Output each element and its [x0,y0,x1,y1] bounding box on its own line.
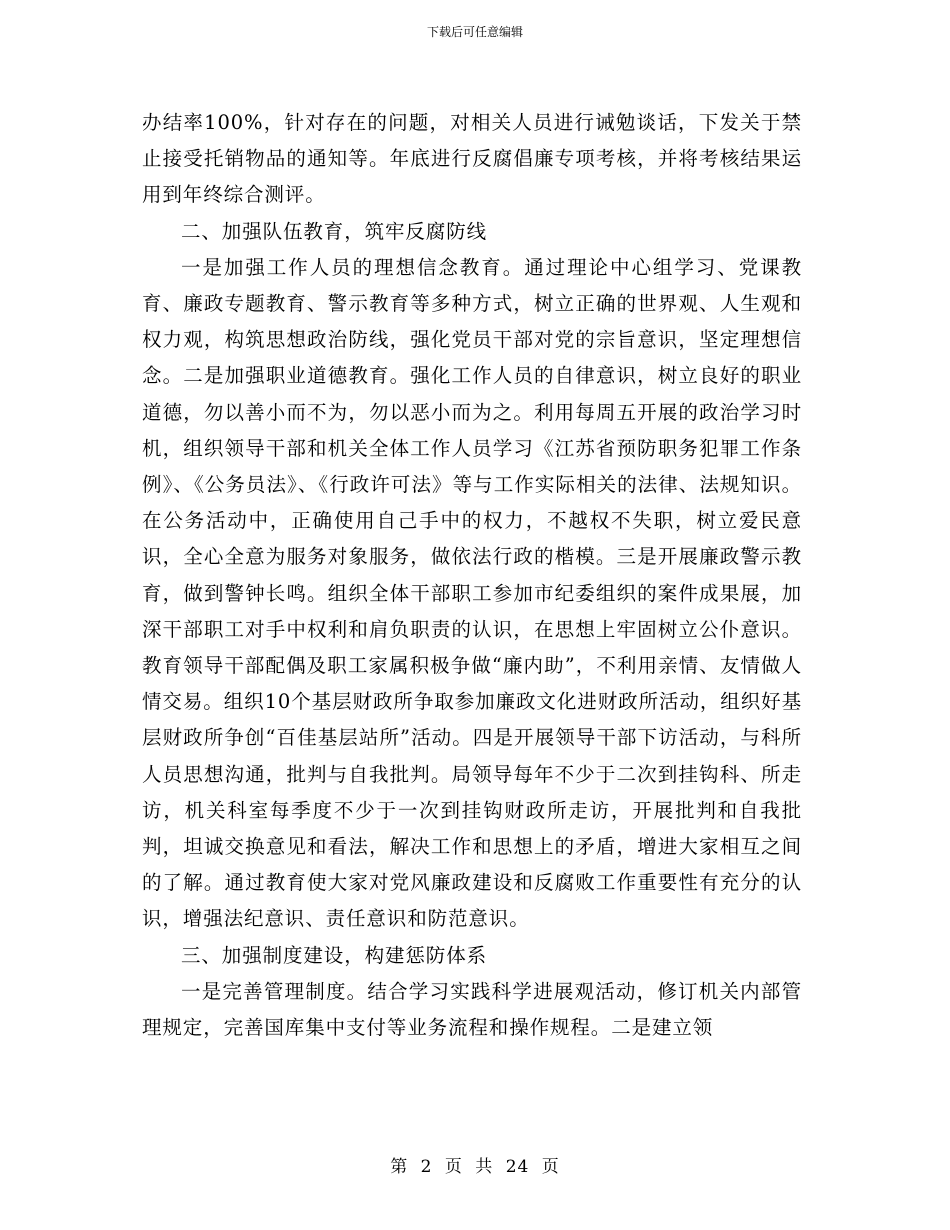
paragraph-education: 一是加强工作人员的理想信念教育。通过理论中心组学习、党课教育、廉政专题教育、警示教育等多种方式，树立正确的世界观、人生观和权力观，构筑思想政治防线，强化党员干部对党的宗旨意识，坚定理想信念。二是加强职业道德教育。强化工作人员的自律意识，树立良好的职业道德，勿以善小而不为，勿以恶小而为之。利用每周五开展的政治学习时机，组织领导干部和机关全体工作人员学习《江苏省预防职务犯罪工作条例》、《公务员法》、《行政许可法》等与工作实际相关的法律、法规知识。在公务活动中，正确使用自己手中的权力，不越权不失职，树立爱民意识，全心全意为服务对象服务，做依法行政的楷模。三是开展廉政警示教育，做到警钟长鸣。组织全体干部职工参加市纪委组织的案件成果展，加深干部职工对手中权利和肩负职责的认识，在思想上牢固树立公仆意识。教育领导干部配偶及职工家属积极争做“廉内助”，不利用亲情、友情做人情交易。组织10个基层财政所争取参加廉政文化进财政所活动，组织好基层财政所争创“百佳基层站所”活动。四是开展领导干部下访活动，与科所人员思想沟通，批判与自我批判。局领导每年不少于二次到挂钩科、所走访，机关科室每季度不少于一次到挂钩财政所走访，开展批判和自我批判，坦诚交换意见和看法，解决工作和思想上的矛盾，增进大家相互之间的了解。通过教育使大家对党风廉政建设和反腐败工作重要性有充分的认识，增强法纪意识、责任意识和防范意识。 [142,255,802,931]
page-number: 第 2 页 共 24 页 [390,1157,560,1177]
paragraph-system: 一是完善管理制度。结合学习实践科学进展观活动，修订机关内部管理规定，完善国库集中支付等业务流程和操作规程。二是建立领 [142,979,802,1040]
section-heading-2: 二、加强队伍教育，筑牢反腐防线 [181,219,488,243]
document-body [142,105,802,1046]
section-heading-3: 三、加强制度建设，构建惩防体系 [181,943,488,967]
paragraph-continued: 办结率100%，针对存在的问题，对相关人员进行诫勉谈话，下发关于禁止接受托销物品的通知等。年底进行反腐倡廉专项考核，并将考核结果运用到年终综合测评。 [142,111,802,207]
page-header: 下载后可任意编辑 [426,25,523,39]
